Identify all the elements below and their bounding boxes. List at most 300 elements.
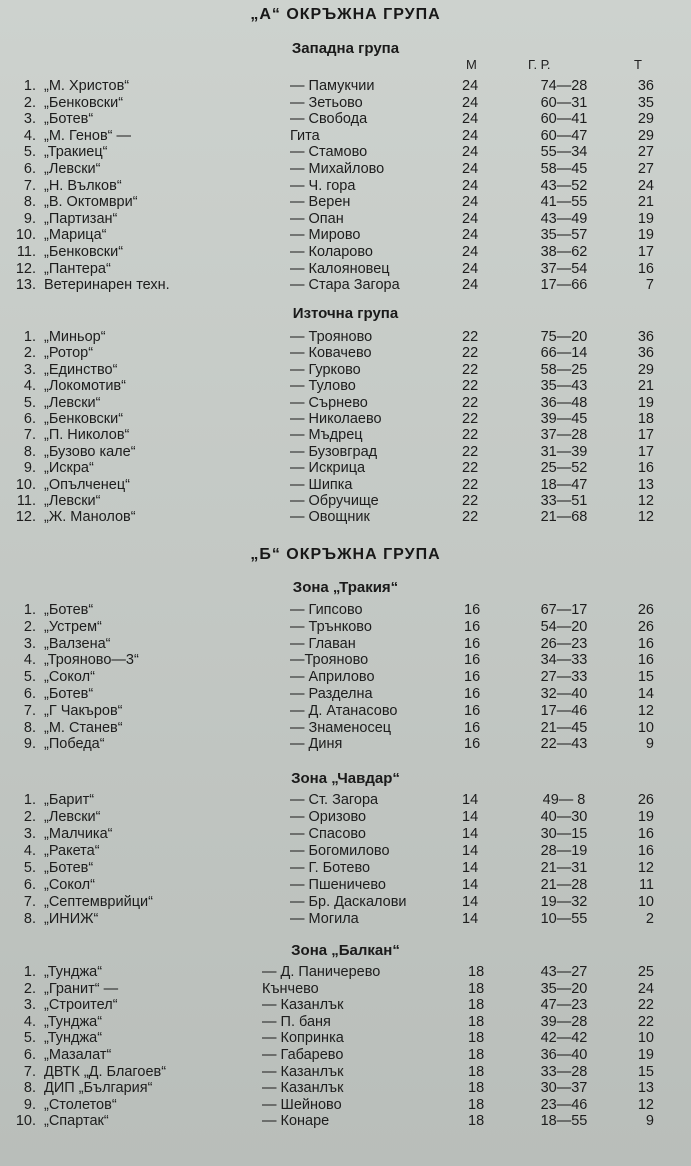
rank-cell: 7. — [23, 427, 36, 444]
points-cell: 12 — [637, 860, 654, 876]
table-row — [0, 78, 691, 95]
points-cell: 29 — [637, 127, 654, 144]
rank-cell: 2. — [23, 345, 36, 362]
rank-cell: 4. — [23, 1013, 36, 1030]
goals-cell: 35—57 — [540, 227, 588, 244]
rank-cell: 1. — [23, 329, 36, 345]
points-cell: 13 — [637, 476, 654, 493]
rank-cell: 2. — [23, 980, 36, 997]
team-cell: „Трояново—3“ — [44, 652, 139, 669]
village-cell: — Казанлък — [262, 1080, 344, 1097]
points-cell: 19 — [637, 809, 654, 825]
rank-cell: 10. — [15, 1113, 36, 1130]
village-cell: — Казанлък — [262, 997, 344, 1014]
village-cell: — Калояновец — [290, 260, 390, 277]
matches-cell: 18 — [468, 1030, 485, 1047]
matches-cell: 22 — [462, 345, 479, 362]
points-cell: 12 — [637, 509, 654, 526]
team-cell: „Ж. Манолов“ — [44, 509, 136, 526]
team-cell: „М. Генов“ — — [44, 127, 132, 144]
matches-cell: 16 — [464, 669, 481, 686]
rank-cell: 6. — [23, 686, 36, 702]
table-row — [0, 128, 691, 145]
goals-cell: 32—40 — [540, 686, 588, 702]
village-cell: — Николаево — [290, 411, 382, 427]
team-cell: „Столетов“ — [44, 1096, 117, 1113]
rank-cell: 7. — [23, 894, 36, 910]
goals-cell: 49— 8 — [542, 792, 586, 808]
matches-cell: 18 — [468, 964, 485, 980]
goals-cell: 30—15 — [540, 826, 588, 842]
rank-cell: 5. — [23, 394, 36, 411]
village-cell: — Богомилово — [290, 843, 390, 859]
goals-cell: 34—33 — [540, 652, 588, 669]
chavdar-zone-heading: Зона „Чавдар“ — [291, 770, 400, 787]
village-cell: — Казанлък — [262, 1063, 344, 1080]
table-row — [0, 509, 691, 526]
matches-cell: 14 — [462, 809, 479, 825]
rank-cell: 11. — [16, 493, 36, 509]
goals-cell: 10—55 — [540, 911, 588, 927]
rank-cell: 1. — [23, 792, 36, 808]
village-cell: — Искрица — [290, 460, 366, 477]
goals-cell: 35—43 — [540, 378, 588, 395]
points-cell: 12 — [637, 493, 654, 509]
village-cell: — Гурково — [290, 361, 361, 378]
goals-cell: 23—46 — [540, 1096, 588, 1113]
goals-cell: 17—46 — [540, 702, 588, 719]
goals-cell: 43—49 — [540, 210, 588, 227]
goals-cell: 18—47 — [540, 476, 588, 493]
goals-cell: 38—62 — [540, 244, 588, 260]
table-row — [0, 378, 691, 395]
matches-cell: 16 — [464, 719, 481, 736]
village-cell: — Ч. гора — [290, 177, 356, 194]
matches-cell: 24 — [462, 161, 479, 177]
rank-cell: 12. — [15, 260, 36, 277]
points-cell: 26 — [637, 602, 654, 618]
matches-cell: 14 — [462, 877, 479, 893]
rank-cell: 12. — [15, 509, 36, 526]
table-row — [0, 1014, 691, 1031]
village-cell: — Копринка — [262, 1030, 344, 1047]
table-row — [0, 194, 691, 211]
points-cell: 36 — [637, 78, 654, 94]
points-cell: 21 — [637, 378, 654, 395]
team-cell: „Устрем“ — [44, 618, 102, 635]
rank-cell: 5. — [23, 669, 36, 686]
column-head-goals: Г. Р. — [528, 57, 551, 72]
team-cell: „Сокол“ — [44, 877, 95, 893]
table-row — [0, 792, 691, 809]
matches-cell: 14 — [462, 843, 479, 859]
table-row — [0, 997, 691, 1014]
village-cell: Гита — [290, 127, 320, 144]
rank-cell: 2. — [23, 618, 36, 635]
team-cell: „Левски“ — [44, 161, 101, 177]
team-cell: „Пантера“ — [44, 260, 111, 277]
goals-cell: 21—28 — [540, 877, 588, 893]
goals-cell: 39—45 — [540, 411, 588, 427]
team-cell: „Гранит“ — — [44, 980, 119, 997]
points-cell: 35 — [637, 94, 654, 111]
rank-cell: 5. — [23, 860, 36, 876]
team-cell: „Мазалат“ — [44, 1047, 112, 1063]
village-cell: — Априлово — [290, 669, 375, 686]
points-cell: 16 — [637, 460, 654, 477]
matches-cell: 24 — [462, 177, 479, 194]
village-cell: — Мирово — [290, 227, 361, 244]
table-row — [0, 652, 691, 669]
village-cell: — Шипка — [290, 476, 353, 493]
table-row — [0, 395, 691, 412]
village-cell: — Обручище — [290, 493, 379, 509]
goals-cell: 43—52 — [540, 177, 588, 194]
points-cell: 7 — [645, 277, 654, 294]
rank-cell: 1. — [23, 78, 36, 94]
village-cell: — Зетьово — [290, 94, 363, 111]
rank-cell: 9. — [23, 460, 36, 477]
matches-cell: 24 — [462, 78, 479, 94]
table-row — [0, 178, 691, 195]
rank-cell: 7. — [23, 702, 36, 719]
goals-cell: 30—37 — [540, 1080, 588, 1097]
village-cell: — Ст. Загора — [290, 792, 379, 808]
matches-cell: 14 — [462, 911, 479, 927]
matches-cell: 22 — [462, 509, 479, 526]
team-cell: ДВТК „Д. Благоев“ — [44, 1063, 167, 1080]
rank-cell: 8. — [23, 443, 36, 460]
goals-cell: 36—48 — [540, 394, 588, 411]
points-cell: 16 — [637, 652, 654, 669]
group-b-heading: „Б“ ОКРЪЖНА ГРУПА — [250, 546, 441, 563]
points-cell: 36 — [637, 345, 654, 362]
team-cell: „Партизан“ — [44, 210, 118, 227]
table-row — [0, 981, 691, 998]
points-cell: 19 — [637, 210, 654, 227]
rank-cell: 6. — [23, 877, 36, 893]
team-cell: „Валзена“ — [44, 635, 111, 652]
table-row — [0, 493, 691, 510]
village-cell: — Трояново — [290, 329, 373, 345]
team-cell: „П. Николов“ — [44, 427, 130, 444]
points-cell: 10 — [637, 719, 654, 736]
village-cell: — Д. Атанасово — [290, 702, 398, 719]
rank-cell: 9. — [23, 736, 36, 753]
rank-cell: 2. — [23, 94, 36, 111]
matches-cell: 18 — [468, 997, 485, 1014]
points-cell: 19 — [637, 1047, 654, 1063]
points-cell: 15 — [637, 669, 654, 686]
table-row — [0, 720, 691, 737]
team-cell: „Искра“ — [44, 460, 94, 477]
table-row — [0, 894, 691, 911]
goals-cell: 66—14 — [540, 345, 588, 362]
matches-cell: 16 — [464, 652, 481, 669]
points-cell: 27 — [637, 161, 654, 177]
rank-cell: 8. — [23, 911, 36, 927]
village-cell: — Стамово — [290, 144, 368, 161]
matches-cell: 22 — [462, 460, 479, 477]
team-cell: „Спартак“ — [44, 1113, 109, 1130]
village-cell: Кънчево — [262, 980, 319, 997]
team-cell: „Строител“ — [44, 997, 118, 1014]
village-cell: — Стара Загора — [290, 277, 400, 294]
rank-cell: 5. — [23, 1030, 36, 1047]
village-cell: — П. баня — [262, 1013, 331, 1030]
goals-cell: 54—20 — [540, 618, 588, 635]
matches-cell: 16 — [464, 602, 481, 618]
matches-cell: 22 — [462, 361, 479, 378]
table-row — [0, 877, 691, 894]
rank-cell: 4. — [23, 843, 36, 859]
village-cell: — Бр. Даскалови — [290, 894, 407, 910]
team-cell: „В. Октомври“ — [44, 194, 138, 211]
points-cell: 17 — [637, 244, 654, 260]
table-row — [0, 602, 691, 619]
table-row — [0, 362, 691, 379]
rank-cell: 5. — [23, 144, 36, 161]
points-cell: 2 — [645, 911, 654, 927]
village-cell: — Овощник — [290, 509, 370, 526]
village-cell: — Михайлово — [290, 161, 385, 177]
team-cell: „Н. Вълков“ — [44, 177, 122, 194]
matches-cell: 24 — [462, 227, 479, 244]
team-cell: „Г Чакъров“ — [44, 702, 123, 719]
rank-cell: 1. — [23, 602, 36, 618]
goals-cell: 58—45 — [540, 161, 588, 177]
team-cell: „Марица“ — [44, 227, 107, 244]
table-row — [0, 1064, 691, 1081]
table-row — [0, 144, 691, 161]
rank-cell: 4. — [23, 652, 36, 669]
points-cell: 13 — [637, 1080, 654, 1097]
goals-cell: 33—51 — [540, 493, 588, 509]
points-cell: 17 — [637, 427, 654, 444]
goals-cell: 41—55 — [540, 194, 588, 211]
points-cell: 18 — [637, 411, 654, 427]
matches-cell: 24 — [462, 244, 479, 260]
points-cell: 16 — [637, 260, 654, 277]
village-cell: — Спасово — [290, 826, 366, 842]
points-cell: 9 — [645, 1113, 654, 1130]
points-cell: 19 — [637, 394, 654, 411]
team-cell: „Сокол“ — [44, 669, 95, 686]
matches-cell: 16 — [464, 686, 481, 702]
matches-cell: 24 — [462, 260, 479, 277]
goals-cell: 60—41 — [540, 111, 588, 128]
goals-cell: 18—55 — [540, 1113, 588, 1130]
village-cell: — Конаре — [262, 1113, 330, 1130]
matches-cell: 22 — [462, 394, 479, 411]
matches-cell: 24 — [462, 111, 479, 128]
points-cell: 24 — [637, 980, 654, 997]
table-row — [0, 227, 691, 244]
goals-cell: 55—34 — [540, 144, 588, 161]
goals-cell: 37—54 — [540, 260, 588, 277]
points-cell: 29 — [637, 111, 654, 128]
village-cell: — Коларово — [290, 244, 373, 260]
table-row — [0, 809, 691, 826]
column-head-points: Т — [634, 57, 642, 72]
rank-cell: 8. — [23, 1080, 36, 1097]
table-row — [0, 964, 691, 981]
matches-cell: 22 — [462, 443, 479, 460]
rank-cell: 10. — [15, 476, 36, 493]
goals-cell: 58—25 — [540, 361, 588, 378]
team-cell: „Левски“ — [44, 493, 101, 509]
goals-cell: 60—31 — [540, 94, 588, 111]
rank-cell: 7. — [23, 177, 36, 194]
table-row — [0, 244, 691, 261]
team-cell: Ветеринарен техн. — [44, 277, 170, 294]
matches-cell: 18 — [468, 1063, 485, 1080]
team-cell: „Единство“ — [44, 361, 118, 378]
group-a-heading: „А“ ОКРЪЖНА ГРУПА — [250, 6, 441, 23]
matches-cell: 22 — [462, 476, 479, 493]
rank-cell: 3. — [23, 826, 36, 842]
points-cell: 11 — [638, 877, 654, 893]
rank-cell: 6. — [23, 411, 36, 427]
goals-cell: 17—66 — [540, 277, 588, 294]
matches-cell: 18 — [468, 1047, 485, 1063]
table-row — [0, 345, 691, 362]
points-cell: 25 — [637, 964, 654, 980]
points-cell: 19 — [637, 227, 654, 244]
table-row — [0, 843, 691, 860]
village-cell: — Габарево — [262, 1047, 344, 1063]
goals-cell: 74—28 — [540, 78, 588, 94]
matches-cell: 16 — [464, 702, 481, 719]
team-cell: „Миньор“ — [44, 329, 106, 345]
team-cell: „Тракиец“ — [44, 144, 108, 161]
table-row — [0, 111, 691, 128]
village-cell: — Мъдрец — [290, 427, 363, 444]
village-cell: — Г. Ботево — [290, 860, 371, 876]
points-cell: 24 — [637, 177, 654, 194]
matches-cell: 22 — [462, 493, 479, 509]
team-cell: „Бенковски“ — [44, 411, 124, 427]
team-cell: „Септемврийци“ — [44, 894, 153, 910]
village-cell: — Трънково — [290, 618, 372, 635]
matches-cell: 16 — [464, 736, 481, 753]
matches-cell: 22 — [462, 411, 479, 427]
points-cell: 26 — [637, 792, 654, 808]
village-cell: — Разделна — [290, 686, 373, 702]
table-row — [0, 460, 691, 477]
table-row — [0, 686, 691, 703]
matches-cell: 18 — [468, 1013, 485, 1030]
rank-cell: 6. — [23, 1047, 36, 1063]
table-row — [0, 427, 691, 444]
table-row — [0, 826, 691, 843]
table-row — [0, 411, 691, 428]
village-cell: — Сърнево — [290, 394, 368, 411]
matches-cell: 24 — [462, 144, 479, 161]
points-cell: 17 — [637, 443, 654, 460]
team-cell: „Ботев“ — [44, 111, 94, 128]
village-cell: — Главан — [290, 635, 356, 652]
matches-cell: 18 — [468, 980, 485, 997]
rank-cell: 3. — [23, 635, 36, 652]
matches-cell: 16 — [464, 635, 481, 652]
table-row — [0, 669, 691, 686]
team-cell: „Ботев“ — [44, 686, 94, 702]
team-cell: „Ракета“ — [44, 843, 100, 859]
table-row — [0, 860, 691, 877]
village-cell: —Трояново — [290, 652, 369, 669]
east-group-heading: Източна група — [292, 305, 399, 322]
matches-cell: 14 — [462, 826, 479, 842]
matches-cell: 14 — [462, 792, 479, 808]
team-cell: „Бенковски“ — [44, 244, 124, 260]
matches-cell: 14 — [462, 894, 479, 910]
goals-cell: 28—19 — [540, 843, 588, 859]
team-cell: „Бузово кале“ — [44, 443, 136, 460]
points-cell: 10 — [637, 894, 654, 910]
rank-cell: 3. — [23, 111, 36, 128]
table-row — [0, 703, 691, 720]
goals-cell: 37—28 — [540, 427, 588, 444]
points-cell: 22 — [637, 1013, 654, 1030]
table-row — [0, 444, 691, 461]
goals-cell: 67—17 — [540, 602, 588, 618]
matches-cell: 24 — [462, 277, 479, 294]
village-cell: — Ковачево — [290, 345, 372, 362]
points-cell: 21 — [637, 194, 654, 211]
matches-cell: 16 — [464, 618, 481, 635]
goals-cell: 40—30 — [540, 809, 588, 825]
village-cell: — Шейново — [262, 1096, 342, 1113]
goals-cell: 43—27 — [540, 964, 588, 980]
points-cell: 26 — [637, 618, 654, 635]
village-cell: — Пшеничево — [290, 877, 386, 893]
village-cell: — Оризово — [290, 809, 367, 825]
table-row — [0, 911, 691, 928]
goals-cell: 60—47 — [540, 127, 588, 144]
rank-cell: 7. — [23, 1063, 36, 1080]
team-cell: „Малчика“ — [44, 826, 113, 842]
points-cell: 16 — [637, 826, 654, 842]
village-cell: — Опан — [290, 210, 344, 227]
rank-cell: 9. — [23, 1096, 36, 1113]
team-cell: „Победа“ — [44, 736, 105, 753]
table-row — [0, 1030, 691, 1047]
points-cell: 15 — [637, 1063, 654, 1080]
goals-cell: 21—45 — [540, 719, 588, 736]
village-cell: — Бузовград — [290, 443, 378, 460]
points-cell: 22 — [637, 997, 654, 1014]
trakia-zone-heading: Зона „Тракия“ — [292, 579, 399, 596]
points-cell: 36 — [637, 329, 654, 345]
rank-cell: 4. — [23, 127, 36, 144]
points-cell: 14 — [637, 686, 654, 702]
matches-cell: 24 — [462, 94, 479, 111]
table-row — [0, 277, 691, 294]
goals-cell: 21—31 — [540, 860, 588, 876]
points-cell: 27 — [637, 144, 654, 161]
rank-cell: 1. — [23, 964, 36, 980]
matches-cell: 22 — [462, 427, 479, 444]
points-cell: 16 — [637, 843, 654, 859]
matches-cell: 22 — [462, 329, 479, 345]
rank-cell: 4. — [23, 378, 36, 395]
goals-cell: 39—28 — [540, 1013, 588, 1030]
goals-cell: 25—52 — [540, 460, 588, 477]
team-cell: „Бенковски“ — [44, 94, 124, 111]
team-cell: „Барит“ — [44, 792, 95, 808]
goals-cell: 33—28 — [540, 1063, 588, 1080]
